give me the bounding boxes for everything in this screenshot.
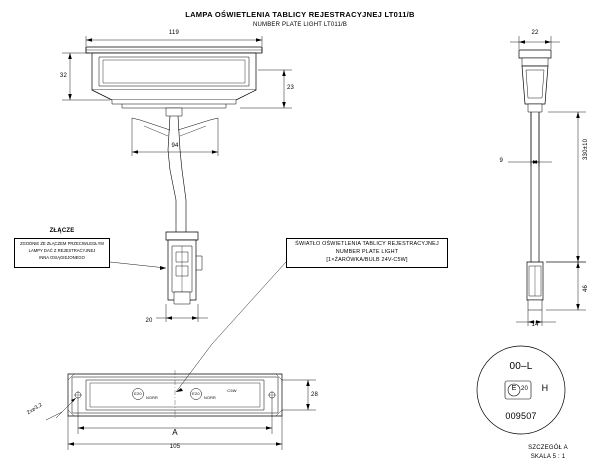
dim-connector-width bbox=[156, 304, 208, 322]
view-front bbox=[68, 370, 282, 420]
detail-caption-2: SKALA 5 : 1 bbox=[530, 454, 566, 460]
lens-left-sub: NORR bbox=[146, 396, 158, 400]
dim-top-width bbox=[86, 36, 262, 46]
dim-side-offset bbox=[508, 112, 552, 166]
dim-label-top-height: 32 bbox=[59, 73, 67, 79]
lamp-note-bulb: [1×ŻARÓWKA/BULB 24V-C5W] bbox=[326, 257, 408, 263]
lens-mid-mark: E20 bbox=[192, 391, 200, 396]
detail-mark-e: E bbox=[511, 385, 517, 392]
drawing-title-en: NUMBER PLATE LIGHT LT011/B bbox=[252, 22, 348, 28]
dim-label-front-a: A bbox=[172, 428, 178, 437]
view-housing-top bbox=[86, 47, 262, 304]
dim-label-top-width: 119 bbox=[168, 30, 180, 36]
lamp-note-en: NUMBER PLATE LIGHT bbox=[335, 249, 399, 255]
connector-note-line1: ZGODNIE ZE ZŁĄCZEM PRZECIWLEGŁYM bbox=[20, 241, 104, 246]
dim-label-depth: 23 bbox=[287, 85, 295, 91]
lens-mid-sub: NORR bbox=[204, 396, 216, 400]
lens-right-mark: C5W bbox=[227, 388, 237, 393]
dim-label-cable-width: 94 bbox=[171, 143, 179, 149]
lens-left-mark: E20 bbox=[134, 391, 142, 396]
connector-note-line3: INNA OSIĄGIEJONEGO bbox=[39, 255, 85, 260]
detail-caption-1: SZCZEGÓŁ A bbox=[528, 445, 568, 451]
dim-label-side-total-height: 330±10 bbox=[583, 138, 589, 160]
connector-note-title: ZŁĄCZE bbox=[49, 228, 75, 234]
detail-mark-number: 20 bbox=[521, 386, 529, 392]
detail-code-top: 00–L bbox=[509, 361, 533, 372]
dim-label-side-lower: 46 bbox=[583, 284, 589, 292]
detail-mark-h: H bbox=[541, 383, 549, 393]
dim-side-total-height bbox=[546, 112, 586, 262]
dim-label-front-height: 28 bbox=[311, 392, 319, 398]
dim-label-side-foot: 14 bbox=[531, 322, 539, 328]
dim-label-front-length: 105 bbox=[169, 444, 181, 450]
lamp-note-pl: ŚWIATŁO OŚWIETLENIA TABLICY REJESTRACYJNEJ bbox=[295, 241, 439, 247]
dim-side-lower bbox=[546, 262, 586, 310]
leader-connector-note bbox=[110, 262, 166, 270]
detail-code-bottom: 009507 bbox=[505, 411, 537, 421]
dim-cable-width bbox=[132, 118, 218, 156]
drawing-title-pl: LAMPA OŚWIETLENIA TABLICY REJESTRACYJNEJ LT011/B bbox=[185, 10, 415, 19]
view-side bbox=[519, 50, 551, 310]
dim-label-front-hole: 2x⌀3,2 bbox=[26, 401, 44, 417]
dim-label-connector-width: 20 bbox=[145, 318, 153, 324]
dim-label-side-top-width: 22 bbox=[531, 30, 539, 36]
dim-label-side-offset: 9 bbox=[499, 158, 503, 164]
dim-side-top-width bbox=[510, 36, 560, 49]
connector-note-line2: LAMPY DAĆ Z REJESTRACYJNEJ bbox=[28, 248, 96, 253]
